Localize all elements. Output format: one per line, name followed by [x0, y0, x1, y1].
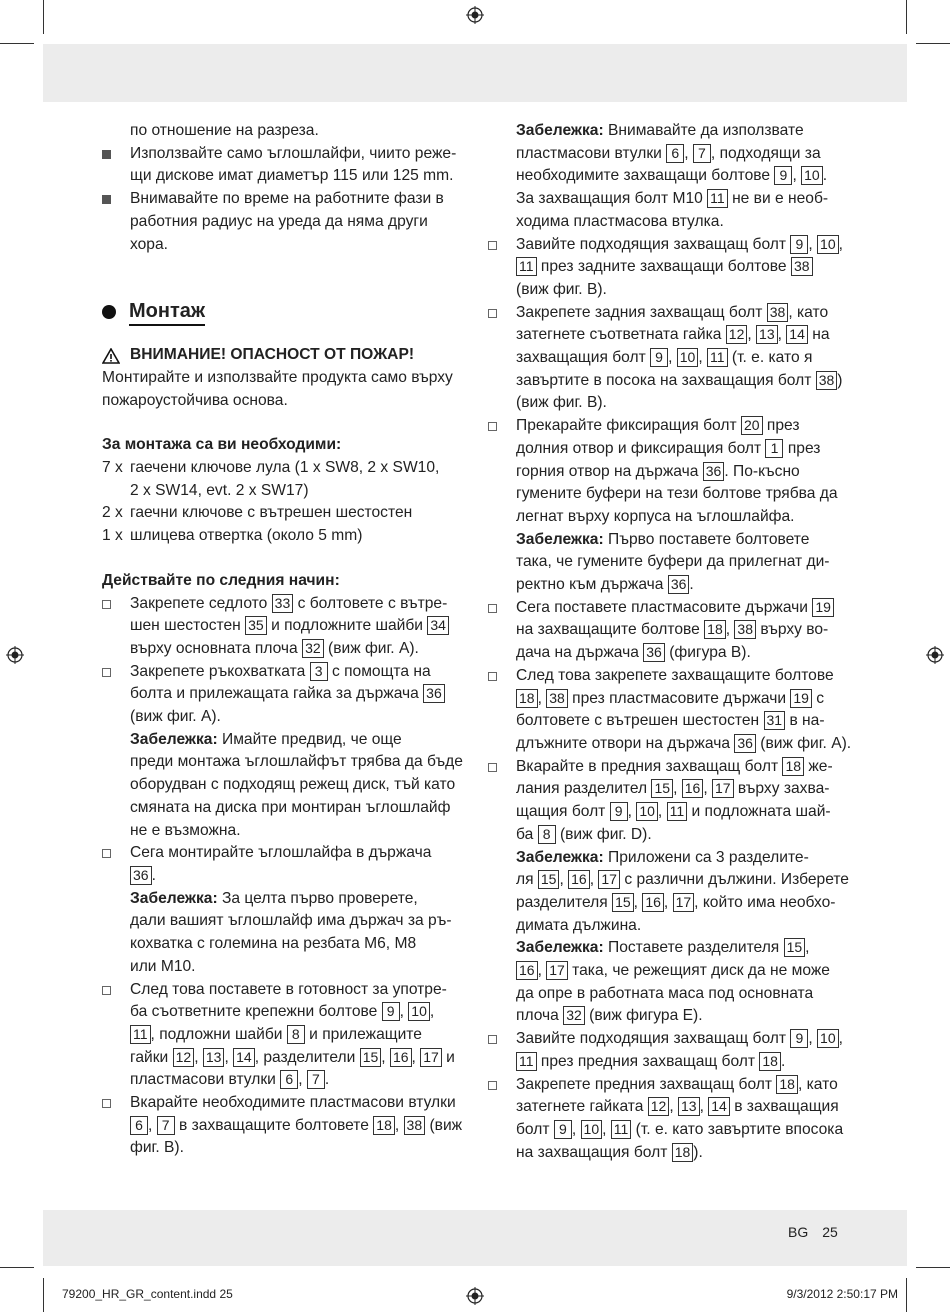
ref-box: 16: [390, 1048, 412, 1067]
step-item: Закрепете задния захващащ болт 38 , като затегнете съответната гайка 12 , 13 , 14 на захващащия болт 9 , 10 , 11 (т. е. като я завъртите в посока на захващащия болт 38 ) (виж фиг. B).: [488, 302, 852, 416]
note-label: Забележка:: [130, 889, 218, 907]
ref-box: 36: [130, 866, 152, 885]
ref-box: 7: [693, 144, 711, 163]
crop-mark: [916, 43, 950, 44]
registration-mark-icon: [6, 646, 24, 664]
ref-box: 18: [759, 1052, 781, 1071]
checkbox-bullet-icon: [488, 1028, 516, 1052]
ref-box: 12: [648, 1097, 670, 1116]
checkbox-bullet-icon: [488, 756, 516, 780]
ref-box: 18: [782, 757, 804, 776]
ref-box: 18: [516, 689, 538, 708]
note-label: Забележка:: [130, 730, 218, 748]
quantity: 1 x: [102, 527, 123, 545]
language-code: BG: [788, 1224, 809, 1240]
ref-box: 32: [563, 1006, 585, 1025]
print-slug-file: 79200_HR_GR_content.indd 25: [62, 1287, 233, 1301]
right-column: Забележка: Внимавайте да използвате пластмасови втулки 6 , 7 , подходящи за необходимите захващащи болтове 9 , 10 . За захващащия болт M10 11 не ви е необ- ходима пластмасова втулка. Завийте подходящия захващащ болт 9 , 10 , 11 през задните захващащи болтове 38 (виж фиг. B). Закрепете задния захващащ болт 38 , като затегнете съответната гайка 12 , 13 , 14 на захващащия болт 9 , 10 , 11 (т. е. като я завъртите в посока на захващащия болт 38 ) (виж фиг. B). Прекарайте фиксиращия болт 20 през долния отвор и фиксиращия болт 1 през горния отвор на държача 36 . По-късно гумените буфери на тези болтове трябва да легнат върху корпуса на ъглошлайфа. Забележка: Първо поставете болтовете така, че гумените буфери да прилегнат ди- ректно към държача 36 . Сега поставете пластмасовите държачи 19 на захващащите болтове 18 , 38 върху во- дача на държача 36 (фигура B). След това закрепете захващащите болтове 18 , 38 през пластмасовите държачи 19 с болтовете с вътрешен шестостен 31 в на- длъжните отвори на държача 36 (виж фиг. A). Вкарайте в предния захващащ болт 18 же- лания разделител 15 , 16 , 17 върху захва- щащия болт 9 , 10 , 11 и подложната шай- ба 8 (виж фиг. D). Забележка: Приложени са 3 разделите- ля 15 , 16 , 17 с различни дължини. Изберете разделителя 15 , 16 , 17 , който има необхо- димата дължина. Забележка: Поставете разделителя 15 , 16 , 17 така, че режещият диск да не може да опре в работната маса под основната плоча 32 (виж фигура E). Завийте подходящия захващащ болт 9 , 10 , 11 през предния захващащ болт 18 . Закрепете предния захващащ болт 18 , като затегнете гайката 12 , 13 , 14 в захващащия болт 9 , 10 , 11 (т. е. като завъртите впосока на захващащия болт 18 ).: [516, 120, 852, 1164]
checkbox-bullet-icon: [488, 665, 516, 689]
step-item: Закрепете ръкохватката 3 с помощта на болта и прилежащата гайка за държача 36 (виж фиг. A). Забележка: Имайте предвид, че още преди монтажа ъглошлайфът трябва да бъде оборудван с подходящ режещ диск, тъй като смяната на диска при монтиран ъглошлайф не е възможна.: [102, 661, 467, 843]
ref-box: 7: [307, 1070, 325, 1089]
bullet-dot-icon: [102, 305, 116, 319]
ref-box: 38: [734, 620, 756, 639]
page-footer: [788, 1224, 852, 1240]
text-line: хора.: [130, 235, 168, 253]
header-band: [43, 44, 907, 102]
step-item: Вкарайте в предния захващащ болт 18 же- лания разделител 15 , 16 , 17 върху захва- щащия болт 9 , 10 , 11 и подложната шай- ба 8 (виж фиг. D). Забележка: Приложени са 3 разделите- ля 15 , 16 , 17 с различни дължини. Изберете разделителя 15 , 16 , 17 , който има необхо- димата дължина. Забележка: Поставете разделителя 15 , 16 , 17 така, че режещият диск да не може да опре в работната маса под основната плоча 32 (виж фигура E).: [488, 756, 852, 1028]
ref-box: 38: [816, 371, 838, 390]
ref-box: 38: [404, 1116, 426, 1135]
text-line: гаечни ключове с вътрешен шестостен: [130, 504, 413, 522]
text-line: Използвайте само ъглошлайфи, чиито реже-: [130, 144, 457, 162]
step-item: Закрепете предния захващащ болт 18 , като затегнете гайката 12 , 13 , 14 в захващащия болт 9 , 10 , 11 (т. е. като завъртите впосока на захващащия болт 18 ).: [488, 1074, 852, 1165]
ref-box: 11: [516, 1052, 537, 1071]
ref-box: 19: [790, 689, 812, 708]
ref-box: 35: [245, 616, 267, 635]
text-line: работния радиус на уреда да няма други: [130, 212, 428, 230]
note-label: Забележка:: [516, 848, 604, 866]
checkbox-bullet-icon: [102, 593, 130, 617]
checkbox-bullet-icon: [102, 661, 130, 685]
ref-box: 10: [581, 1120, 603, 1139]
tool-item: [102, 457, 467, 502]
ref-box: 18: [704, 620, 726, 639]
step-item: Завийте подходящия захващащ болт 9 , 10 , 11 през задните захващащи болтове 38 (виж фиг. B).: [488, 234, 852, 302]
square-bullet-icon: [102, 143, 130, 167]
warning-triangle-icon: [102, 348, 120, 364]
ref-box: 36: [668, 575, 690, 594]
ref-box: 17: [673, 893, 695, 912]
ref-box: 10: [408, 1002, 430, 1021]
ref-box: 8: [538, 825, 556, 844]
ref-box: 36: [643, 643, 665, 662]
checkbox-bullet-icon: [488, 302, 516, 326]
ref-box: 18: [776, 1075, 798, 1094]
ref-box: 6: [666, 144, 684, 163]
ref-box: 10: [801, 166, 823, 185]
text-line: пожароустойчива основа.: [102, 391, 288, 409]
note-label: Забележка:: [516, 530, 604, 548]
step-item: Сега монтирайте ъглошлайфа в държача 36 . Забележка: За целта първо проверете, дали вашият ъглошлайф има държач за ръ- кохватка с големина на резбата M6, M8 или M10.: [102, 842, 467, 978]
checkbox-bullet-icon: [102, 979, 130, 1003]
note-label: Забележка:: [516, 122, 604, 139]
crop-mark: [0, 1267, 34, 1268]
left-column: [102, 120, 467, 1160]
checkbox-bullet-icon: [102, 1092, 130, 1116]
ref-box: 6: [130, 1116, 148, 1135]
ref-box: 19: [812, 598, 834, 617]
text-line: шлицева отвертка (около 5 mm): [130, 527, 363, 545]
ref-box: 38: [767, 303, 789, 322]
ref-box: 17: [420, 1048, 442, 1067]
checkbox-bullet-icon: [488, 234, 516, 258]
ref-box: 11: [130, 1025, 151, 1044]
crop-mark: [916, 1267, 950, 1268]
quantity: 2 x: [102, 504, 123, 522]
page-number: 25: [822, 1224, 838, 1240]
step-item: След това поставете в готовност за употре- ба съответните крепежни болтове 9 , 10 , 11 , подложни шайби 8 и прилежащите гайки 12 , 13 , 14 , разделители 15 , 16 , 17 и пластмасови втулки 6 , 7 .: [102, 979, 467, 1093]
text-line: щи дискове имат диаметър 115 или 125 mm.: [130, 167, 454, 185]
tool-item: [102, 525, 467, 548]
ref-box: 18: [373, 1116, 395, 1135]
ref-box: 11: [667, 802, 688, 821]
crop-mark: [906, 1278, 907, 1312]
ref-box: 11: [707, 348, 728, 367]
ref-box: 10: [817, 235, 839, 254]
ref-box: 11: [516, 257, 537, 276]
ref-box: 9: [774, 166, 792, 185]
subheading: Действайте по следния начин:: [102, 571, 340, 589]
text-line: 2 x SW14, evt. 2 x SW17): [130, 481, 309, 499]
ref-box: 31: [764, 711, 786, 730]
paragraph: по отношение на разреза.: [130, 122, 319, 139]
step-item: Вкарайте необходимите пластмасови втулки 6 , 7 в захващащите болтовете 18 , 38 (виж фиг. B).: [102, 1092, 467, 1160]
ref-box: 36: [703, 462, 725, 481]
crop-mark: [43, 0, 44, 34]
ref-box: 15: [651, 779, 673, 798]
ref-box: 36: [423, 684, 445, 703]
ref-box: 8: [287, 1025, 305, 1044]
warning-title: ВНИМАНИЕ! ОПАСНОСТ ОТ ПОЖАР!: [130, 346, 415, 364]
ref-box: 18: [672, 1143, 694, 1162]
ref-box: 9: [554, 1120, 572, 1139]
text-line: гаечени ключове лула (1 x SW8, 2 x SW10,: [130, 459, 440, 477]
ref-box: 7: [157, 1116, 175, 1135]
ref-box: 9: [382, 1002, 400, 1021]
ref-box: 32: [302, 639, 324, 658]
ref-box: 15: [538, 870, 560, 889]
ref-box: 34: [427, 616, 449, 635]
ref-box: 15: [784, 938, 806, 957]
ref-box: 6: [280, 1070, 298, 1089]
crop-mark: [43, 1278, 44, 1312]
ref-box: 9: [790, 235, 808, 254]
step-item: Завийте подходящия захващащ болт 9 , 10 , 11 през предния захващащ болт 18 .: [488, 1028, 852, 1073]
text-line: Внимавайте по време на работните фази в: [130, 190, 444, 208]
ref-box: 38: [791, 257, 813, 276]
ref-box: 12: [726, 325, 748, 344]
section-title: Монтаж: [129, 298, 205, 326]
subheading: За монтажа са ви необходими:: [102, 436, 342, 454]
ref-box: 14: [786, 325, 808, 344]
text-line: Монтирайте и използвайте продукта само върху: [102, 368, 453, 386]
tool-item: [102, 502, 467, 525]
ref-box: 11: [611, 1120, 632, 1139]
checkbox-bullet-icon: [488, 597, 516, 621]
ref-box: 33: [272, 594, 294, 613]
list-item: [102, 188, 467, 256]
checkbox-bullet-icon: [488, 415, 516, 439]
step-item: Сега поставете пластмасовите държачи 19 на захващащите болтове 18 , 38 върху во- дача на държача 36 (фигура B).: [488, 597, 852, 665]
ref-box: 16: [642, 893, 664, 912]
ref-box: 12: [173, 1048, 195, 1067]
print-slug-datetime: 9/3/2012 2:50:17 PM: [786, 1287, 898, 1301]
quantity: 7 x: [102, 459, 123, 477]
ref-box: 20: [741, 416, 763, 435]
ref-box: 16: [682, 779, 704, 798]
ref-box: 14: [233, 1048, 255, 1067]
ref-box: 17: [598, 870, 620, 889]
crop-mark: [906, 0, 907, 34]
ref-box: 11: [707, 189, 728, 208]
registration-mark-icon: [466, 1287, 484, 1305]
checkbox-bullet-icon: [488, 1074, 516, 1098]
ref-box: 1: [765, 439, 783, 458]
ref-box: 10: [636, 802, 658, 821]
list-item: [102, 143, 467, 188]
footer-band: [43, 1210, 907, 1266]
ref-box: 17: [546, 961, 568, 980]
ref-box: 14: [708, 1097, 730, 1116]
square-bullet-icon: [102, 188, 130, 212]
note-label: Забележка:: [516, 939, 604, 957]
ref-box: 15: [360, 1048, 382, 1067]
ref-box: 13: [678, 1097, 700, 1116]
ref-box: 38: [546, 689, 568, 708]
ref-box: 16: [516, 961, 538, 980]
checkbox-bullet-icon: [102, 842, 130, 866]
ref-box: 17: [712, 779, 734, 798]
step-item: След това закрепете захващащите болтове 18 , 38 през пластмасовите държачи 19 с болтовете с вътрешен шестостен 31 в на- длъжните отвори на държача 36 (виж фиг. A).: [488, 665, 852, 756]
ref-box: 10: [817, 1029, 839, 1048]
ref-box: 3: [310, 662, 328, 681]
ref-box: 15: [612, 893, 634, 912]
ref-box: 16: [568, 870, 590, 889]
crop-mark: [0, 43, 34, 44]
section-heading: [102, 298, 467, 326]
ref-box: 9: [610, 802, 628, 821]
warning-heading: [102, 344, 467, 367]
step-item: Закрепете седлото 33 с болтовете с вътре- шен шестостен 35 и подложните шайби 34 върху основната плоча 32 (виж фиг. A).: [102, 593, 467, 661]
registration-mark-icon: [926, 646, 944, 664]
ref-box: 10: [677, 348, 699, 367]
step-item: Прекарайте фиксиращия болт 20 през долния отвор и фиксиращия болт 1 през горния отвор на държача 36 . По-късно гумените буфери на тези болтове трябва да легнат върху корпуса на ъглошлайфа. Забележка: Първо поставете болтовете така, че гумените буфери да прилегнат ди- ректно към държача 36 .: [488, 415, 852, 597]
ref-box: 13: [203, 1048, 225, 1067]
ref-box: 9: [790, 1029, 808, 1048]
ref-box: 36: [734, 734, 756, 753]
ref-box: 9: [650, 348, 668, 367]
ref-box: 13: [756, 325, 778, 344]
registration-mark-icon: [466, 6, 484, 24]
